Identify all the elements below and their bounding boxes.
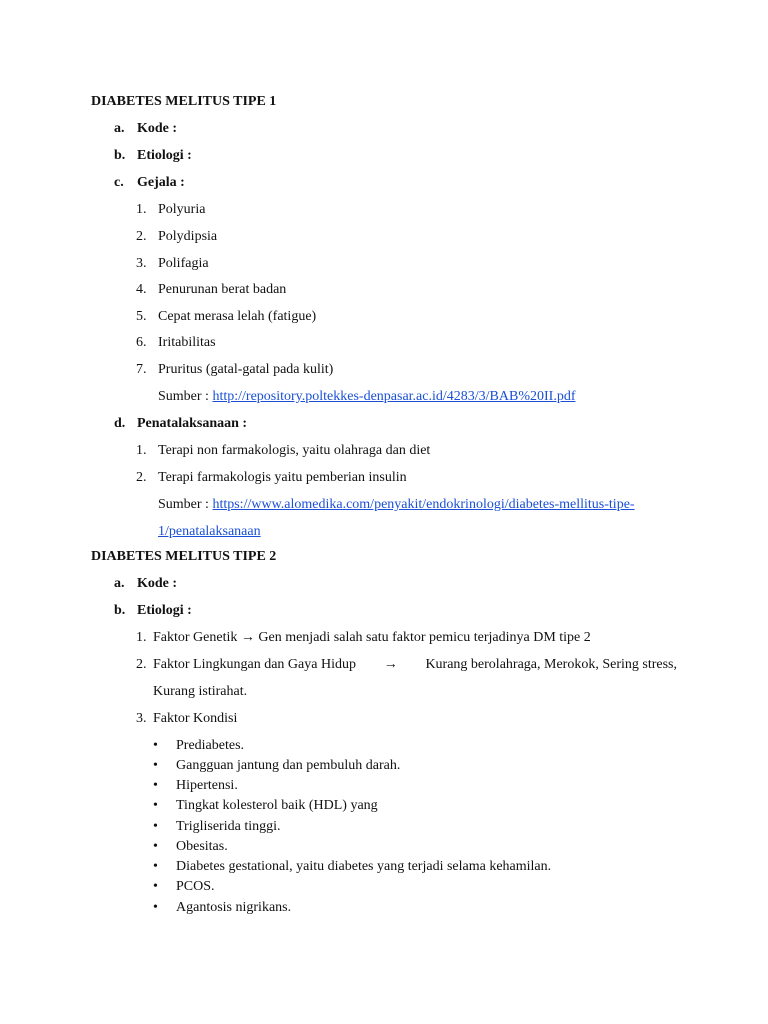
etiologi-item-continued: Kurang istirahat.	[153, 684, 248, 699]
label-etiologi-2: Etiologi :	[137, 603, 192, 618]
label-gejala: Gejala :	[137, 175, 185, 190]
etiologi-num: 1.	[136, 630, 147, 645]
gejala-item: Cepat merasa lelah (fatigue)	[158, 309, 317, 324]
source-label: Sumber :	[158, 389, 209, 404]
label-etiologi-1: Etiologi :	[137, 148, 192, 163]
source-gejala	[158, 388, 575, 406]
gejala-num: 3.	[136, 256, 147, 271]
bullet-icon: •	[153, 778, 158, 793]
heading-tipe-2: DIABETES MELITUS TIPE 2	[91, 549, 277, 564]
marker-kode-2: a.	[114, 576, 125, 591]
kondisi-item: Obesitas.	[176, 839, 228, 854]
penatalaksanaan-num: 1.	[136, 443, 147, 458]
gejala-item: Polifagia	[158, 256, 209, 271]
etiologi-detail: Gen menjadi salah satu faktor pemicu terjadinya DM tipe 2	[258, 630, 591, 645]
penatalaksanaan-item: Terapi non farmakologis, yaitu olahraga dan diet	[158, 443, 431, 458]
source-link-penatalaksanaan-cont[interactable]: 1/penatalaksanaan	[158, 524, 261, 539]
bullet-icon: •	[153, 819, 158, 834]
bullet-icon: •	[153, 738, 158, 753]
bullet-icon: •	[153, 839, 158, 854]
gejala-num: 1.	[136, 202, 147, 217]
bullet-icon: •	[153, 758, 158, 773]
marker-gejala: c.	[114, 175, 124, 190]
marker-penatalaksanaan: d.	[114, 416, 126, 431]
marker-etiologi-2: b.	[114, 603, 126, 618]
bullet-icon: •	[153, 879, 158, 894]
kondisi-item: Prediabetes.	[176, 738, 245, 753]
gejala-item: Penurunan berat badan	[158, 282, 287, 297]
gejala-num: 7.	[136, 362, 147, 377]
gejala-item: Polyuria	[158, 202, 206, 217]
gejala-item: Iritabilitas	[158, 335, 216, 350]
kondisi-item: Hipertensi.	[176, 778, 238, 793]
kondisi-item: PCOS.	[176, 879, 215, 894]
etiologi-factor: Faktor Lingkungan dan Gaya Hidup	[153, 657, 356, 672]
kondisi-item: Tingkat kolesterol baik (HDL) yang	[176, 798, 378, 813]
etiologi-item	[153, 656, 677, 674]
arrow-icon: →	[383, 657, 398, 672]
etiologi-factor: Faktor Genetik	[153, 630, 238, 645]
kondisi-item: Gangguan jantung dan pembuluh darah.	[176, 758, 401, 773]
label-kode-1: Kode :	[137, 121, 178, 136]
etiologi-num: 3.	[136, 711, 147, 726]
kondisi-item: Agantosis nigrikans.	[176, 900, 292, 915]
penatalaksanaan-item: Terapi farmakologis yaitu pemberian insulin	[158, 470, 407, 485]
penatalaksanaan-num: 2.	[136, 470, 147, 485]
source-label: Sumber :	[158, 497, 209, 512]
etiologi-num: 2.	[136, 657, 147, 672]
arrow-icon: →	[240, 630, 255, 645]
kondisi-item: Diabetes gestational, yaitu diabetes yang terjadi selama kehamilan.	[176, 859, 552, 874]
marker-etiologi-1: b.	[114, 148, 126, 163]
kondisi-item: Trigliserida tinggi.	[176, 819, 281, 834]
etiologi-factor: Faktor Kondisi	[153, 711, 238, 726]
gejala-item: Polydipsia	[158, 229, 218, 244]
gejala-num: 4.	[136, 282, 147, 297]
bullet-icon: •	[153, 900, 158, 915]
label-kode-2: Kode :	[137, 576, 178, 591]
gejala-item: Pruritus (gatal-gatal pada kulit)	[158, 362, 334, 377]
source-penatalaksanaan	[158, 496, 635, 514]
bullet-icon: •	[153, 798, 158, 813]
source-link-continued	[158, 523, 261, 541]
bullet-icon: •	[153, 859, 158, 874]
marker-kode-1: a.	[114, 121, 125, 136]
heading-tipe-1: DIABETES MELITUS TIPE 1	[91, 94, 277, 109]
label-penatalaksanaan: Penatalaksanaan :	[137, 416, 248, 431]
source-link-penatalaksanaan[interactable]: https://www.alomedika.com/penyakit/endokrinologi/diabetes-mellitus-tipe-	[212, 497, 635, 512]
gejala-num: 6.	[136, 335, 147, 350]
etiologi-detail: Kurang berolahraga, Merokok, Sering stress,	[425, 657, 677, 672]
gejala-num: 2.	[136, 229, 147, 244]
gejala-num: 5.	[136, 309, 147, 324]
source-link-gejala[interactable]: http://repository.poltekkes-denpasar.ac.id/4283/3/BAB%20II.pdf	[212, 389, 576, 404]
etiologi-item	[153, 629, 591, 647]
